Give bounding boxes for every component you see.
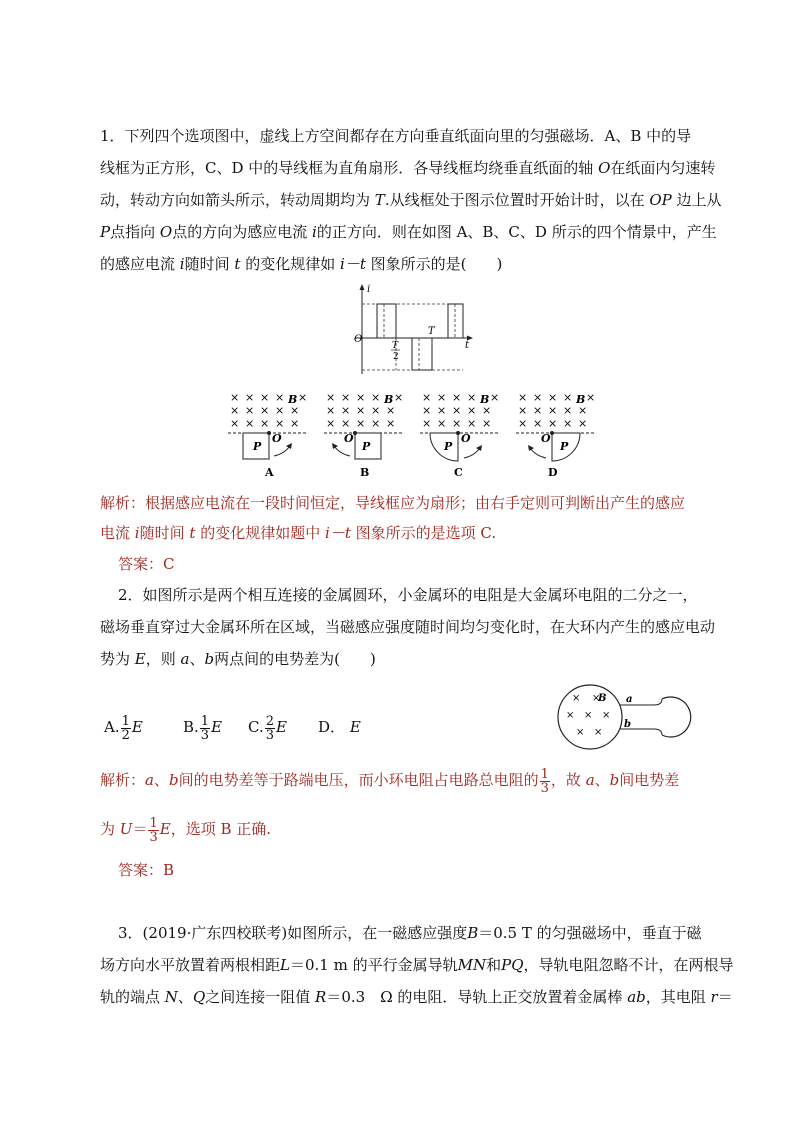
q2-option-d: D． E: [318, 718, 361, 736]
cross-mark: ×: [326, 391, 336, 404]
scene-C: [420, 391, 500, 479]
cross-mark: ×: [572, 693, 581, 704]
scene-label-B: B: [360, 466, 370, 479]
cross-mark: ×: [533, 404, 543, 417]
rotation-arrow: [464, 448, 480, 458]
cross-mark: ×: [356, 417, 366, 430]
cross-mark: ×: [275, 404, 285, 417]
rotation-arrow: [334, 446, 350, 456]
cross-mark: ×: [548, 404, 558, 417]
cross-mark: ×: [290, 417, 300, 430]
cross-mark: ×: [394, 391, 404, 404]
field-label-B: B: [384, 393, 394, 406]
cross-mark: ×: [260, 391, 270, 404]
cross-mark: ×: [518, 404, 528, 417]
cross-mark: ×: [230, 404, 240, 417]
q1-answer: 答案：C: [118, 555, 175, 573]
q2-line-3: 势为 E，则 a、b两点间的电势差为( ): [100, 650, 376, 668]
cross-mark: ×: [275, 417, 285, 430]
origin-label: O: [354, 334, 363, 345]
field-label-B: B: [576, 393, 586, 406]
q1-analysis-line-2: 电流 i随时间 t 的变化规律如题中 i－t 图象所示的是选项 C.: [100, 524, 497, 542]
rotation-arrow: [530, 448, 546, 458]
rotation-arrow: [274, 446, 290, 456]
q3-line-2: 场方向水平放置着两根相距L＝0.1 m 的平行金属导轨MN和PQ，导轨电阻忽略不计，在两根导: [100, 956, 734, 974]
cross-mark: ×: [422, 417, 432, 430]
cross-mark: ×: [452, 391, 462, 404]
pivot-dot: [267, 431, 271, 435]
q2-option-c: C. $\frac{2}{3}$ E: [248, 713, 287, 743]
two-rings-figure: [552, 683, 702, 753]
cross-mark: ×: [584, 710, 593, 721]
cross-mark: ×: [518, 391, 528, 404]
cross-mark: ×: [356, 404, 366, 417]
point-label-P: P: [444, 440, 453, 453]
scene-D: [516, 391, 596, 479]
q2-analysis-line-1: 解析：a、b间的电势差等于路端电压，而小环电阻占电路总电阻的 $\frac{1}{3}$ ，故 a、b间电势差: [100, 766, 680, 796]
pivot-dot: [550, 431, 554, 435]
cross-mark: ×: [548, 417, 558, 430]
cross-mark: ×: [467, 417, 477, 430]
connecting-wire: [618, 699, 662, 705]
cross-mark: ×: [563, 391, 573, 404]
cross-mark: ×: [371, 391, 381, 404]
cross-mark: ×: [576, 727, 585, 738]
cross-mark: ×: [578, 417, 588, 430]
pivot-label-O: O: [541, 432, 551, 445]
rotation-arrowhead: [332, 443, 338, 449]
field-label-B: B: [288, 393, 298, 406]
cross-mark: ×: [548, 391, 558, 404]
q2-option-a: A. $\frac{1}{2}$ E: [104, 713, 143, 743]
scene-label-D: D: [548, 466, 558, 479]
q2-line-2: 磁场垂直穿过大金属环所在区域，当磁感应强度随时间均匀变化时，在大环内产生的感应电动: [100, 618, 716, 636]
cross-mark: ×: [482, 417, 492, 430]
rotation-arrowhead: [286, 443, 292, 449]
cross-mark: ×: [275, 391, 285, 404]
scene-label-A: A: [265, 466, 274, 479]
cross-mark: ×: [422, 391, 432, 404]
q2-line-1: 2．如图所示是两个相互连接的金属圆环，小金属环的电阻是大金属环电阻的二分之一，: [118, 586, 698, 604]
cross-mark: ×: [437, 391, 447, 404]
cross-mark: ×: [566, 710, 575, 721]
pivot-label-O: O: [344, 432, 354, 445]
cross-mark: ×: [326, 417, 336, 430]
rotation-arrowhead: [476, 445, 482, 451]
cross-mark: ×: [341, 404, 351, 417]
q1-line-5: 的感应电流 i随时间 t 的变化规律如 i－t 图象所示的是( ): [100, 255, 503, 273]
point-label-P: P: [253, 440, 262, 453]
cross-mark: ×: [341, 391, 351, 404]
four-scenes-figure: [226, 386, 606, 482]
point-label-P: P: [560, 440, 569, 453]
i-axis-label: i: [367, 284, 371, 295]
cross-mark: ×: [482, 404, 492, 417]
cross-mark: ×: [452, 417, 462, 430]
cross-mark: ×: [592, 693, 601, 704]
cross-mark: ×: [602, 710, 611, 721]
cross-mark: ×: [298, 391, 308, 404]
q3-line-1: 3．(2019·广东四校联考)如图所示，在一磁感应强度B＝0.5 T 的匀强磁场中，垂直于磁: [118, 924, 702, 942]
cross-mark: ×: [260, 417, 270, 430]
cross-mark: ×: [290, 404, 300, 417]
q1-line-4: P点指向 O点的方向为感应电流 i的正方向．则在如图 A、B、C、D 所示的四个情景中，产生: [100, 223, 717, 241]
current-waveform: [362, 304, 463, 370]
rotation-arrowhead: [528, 445, 534, 451]
tick-T: T: [428, 326, 435, 337]
cross-mark: ×: [490, 391, 500, 404]
scene-B: [324, 391, 404, 479]
q1-line-2: 线框为正方形，C、D 中的导线框为直角扇形．各导线框均绕垂直纸面的轴 O在纸面内匀速转: [100, 159, 716, 177]
q2-analysis-line-2: 为 U＝ $\frac{1}{3}$ E，选项 B 正确.: [100, 815, 272, 845]
cross-mark: ×: [594, 727, 603, 738]
cross-mark: ×: [386, 404, 396, 417]
cross-mark: ×: [437, 417, 447, 430]
point-label-b: b: [624, 719, 631, 730]
cross-mark: ×: [371, 417, 381, 430]
cross-mark: ×: [563, 404, 573, 417]
cross-mark: ×: [230, 391, 240, 404]
cross-mark: ×: [230, 417, 240, 430]
t-axis-label: t: [465, 340, 470, 351]
cross-mark: ×: [563, 417, 573, 430]
cross-mark: ×: [245, 391, 255, 404]
pivot-dot: [353, 431, 357, 435]
cross-mark: ×: [386, 417, 396, 430]
q1-line-3: 动，转动方向如箭头所示，转动周期均为 T.从线框处于图示位置时开始计时，以在 OP 边上从: [100, 191, 722, 209]
q1-analysis-line-1: 解析：根据感应电流在一段时间恒定，导线框应为扇形；由右手定则可判断出产生的感应: [100, 494, 686, 512]
cross-mark: ×: [371, 404, 381, 417]
q1-line-1: 1．下列四个选项图中，虚线上方空间都存在方向垂直纸面向里的匀强磁场．A、B 中的导: [100, 127, 692, 145]
cross-mark: ×: [341, 417, 351, 430]
small-ring: [662, 697, 691, 737]
cross-mark: ×: [578, 404, 588, 417]
tick-half-num: T: [392, 341, 399, 351]
scene-label-C: C: [454, 466, 463, 479]
cross-mark: ×: [518, 417, 528, 430]
field-label-B: B: [480, 393, 490, 406]
cross-mark: ×: [533, 391, 543, 404]
pivot-label-O: O: [272, 432, 282, 445]
scene-A: [228, 391, 308, 479]
pivot-dot: [456, 431, 460, 435]
field-label-B: B: [598, 693, 607, 704]
q2-option-b: B. $\frac{1}{3}$ E: [183, 713, 223, 743]
q2-answer: 答案：B: [118, 861, 175, 879]
cross-mark: ×: [260, 404, 270, 417]
cross-mark: ×: [245, 417, 255, 430]
cross-mark: ×: [586, 391, 596, 404]
cross-mark: ×: [326, 404, 336, 417]
point-label-P: P: [362, 440, 371, 453]
cross-mark: ×: [356, 391, 366, 404]
q3-line-3: 轨的端点 N、Q之间连接一阻值 R＝0.3 Ω 的电阻．导轨上正交放置着金属棒 ab，其电阻 r＝: [100, 988, 733, 1006]
cross-mark: ×: [452, 404, 462, 417]
cross-mark: ×: [533, 417, 543, 430]
cross-mark: ×: [422, 404, 432, 417]
tick-half-den: 2: [393, 352, 399, 362]
cross-mark: ×: [467, 391, 477, 404]
i-axis-arrow: [360, 284, 365, 290]
cross-mark: ×: [437, 404, 447, 417]
i-t-graph-figure: [345, 282, 480, 378]
cross-mark: ×: [245, 404, 255, 417]
cross-mark: ×: [467, 404, 477, 417]
point-label-a: a: [626, 694, 633, 705]
pivot-label-O: O: [461, 432, 471, 445]
